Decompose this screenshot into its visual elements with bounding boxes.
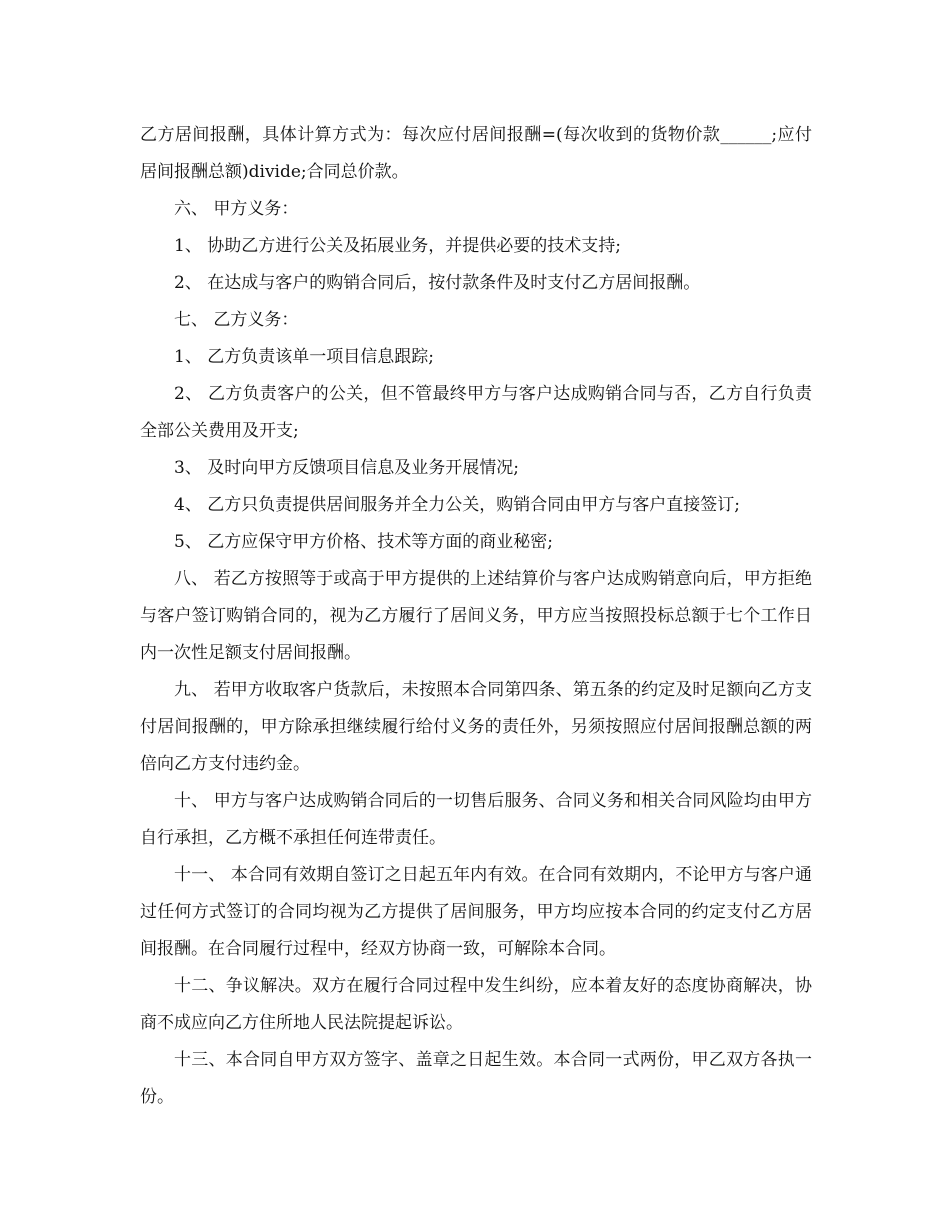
clause-eleven: 十一、 本合同有效期自签订之日起五年内有效。在合同有效期内，不论甲方与客户通过任何方式签订的合同均视为乙方提供了居间服务，甲方均应按本合同的约定支付乙方居间报酬。在合同履行过程中，经双方协商一致，可解除本合同。	[140, 865, 812, 959]
document-body	[140, 117, 812, 1116]
clause-thirteen: 十三、本合同自甲方双方签字、盖章之日起生效。本合同一式两份，甲乙双方各执一份。	[140, 1050, 812, 1107]
list-item-party-b-2: 2、 乙方负责客户的公关，但不管最终甲方与客户达成购销合同与否，乙方自行负责全部公关费用及开支;	[140, 384, 812, 441]
paragraph-remuneration-formula: 乙方居间报酬，具体计算方式为：每次应付居间报酬=(每次收到的货物价款______;应付居间报酬总额)divide;合同总价款。	[140, 125, 812, 182]
list-item-party-b-5: 5、 乙方应保守甲方价格、技术等方面的商业秘密;	[174, 532, 553, 552]
clause-ten: 十、 甲方与客户达成购销合同后的一切售后服务、合同义务和相关合同风险均由甲方自行承担，乙方概不承担任何连带责任。	[140, 791, 812, 848]
clause-nine: 九、 若甲方收取客户货款后，未按照本合同第四条、第五条的约定及时足额向乙方支付居间报酬的，甲方除承担继续履行给付义务的责任外，另须按照应付居间报酬总额的两倍向乙方支付违约金。	[140, 680, 812, 774]
list-item-party-a-1: 1、 协助乙方进行公关及拓展业务，并提供必要的技术支持;	[174, 236, 621, 256]
clause-twelve: 十二、争议解决。双方在履行合同过程中发生纠纷，应本着友好的态度协商解决，协商不成应向乙方住所地人民法院提起诉讼。	[140, 976, 812, 1033]
heading-party-a-obligations: 六、 甲方义务：	[174, 199, 299, 219]
heading-party-b-obligations: 七、 乙方义务：	[174, 310, 299, 330]
list-item-party-b-4: 4、 乙方只负责提供居间服务并全力公关，购销合同由甲方与客户直接签订;	[174, 495, 740, 515]
list-item-party-b-3: 3、 及时向甲方反馈项目信息及业务开展情况;	[174, 458, 519, 478]
clause-eight: 八、 若乙方按照等于或高于甲方提供的上述结算价与客户达成购销意向后，甲方拒绝与客户签订购销合同的，视为乙方履行了居间义务，甲方应当按照投标总额于七个工作日内一次性足额支付居间报酬。	[140, 569, 812, 663]
list-item-party-a-2: 2、 在达成与客户的购销合同后，按付款条件及时支付乙方居间报酬。	[174, 273, 701, 293]
list-item-party-b-1: 1、 乙方负责该单一项目信息跟踪;	[174, 347, 434, 367]
